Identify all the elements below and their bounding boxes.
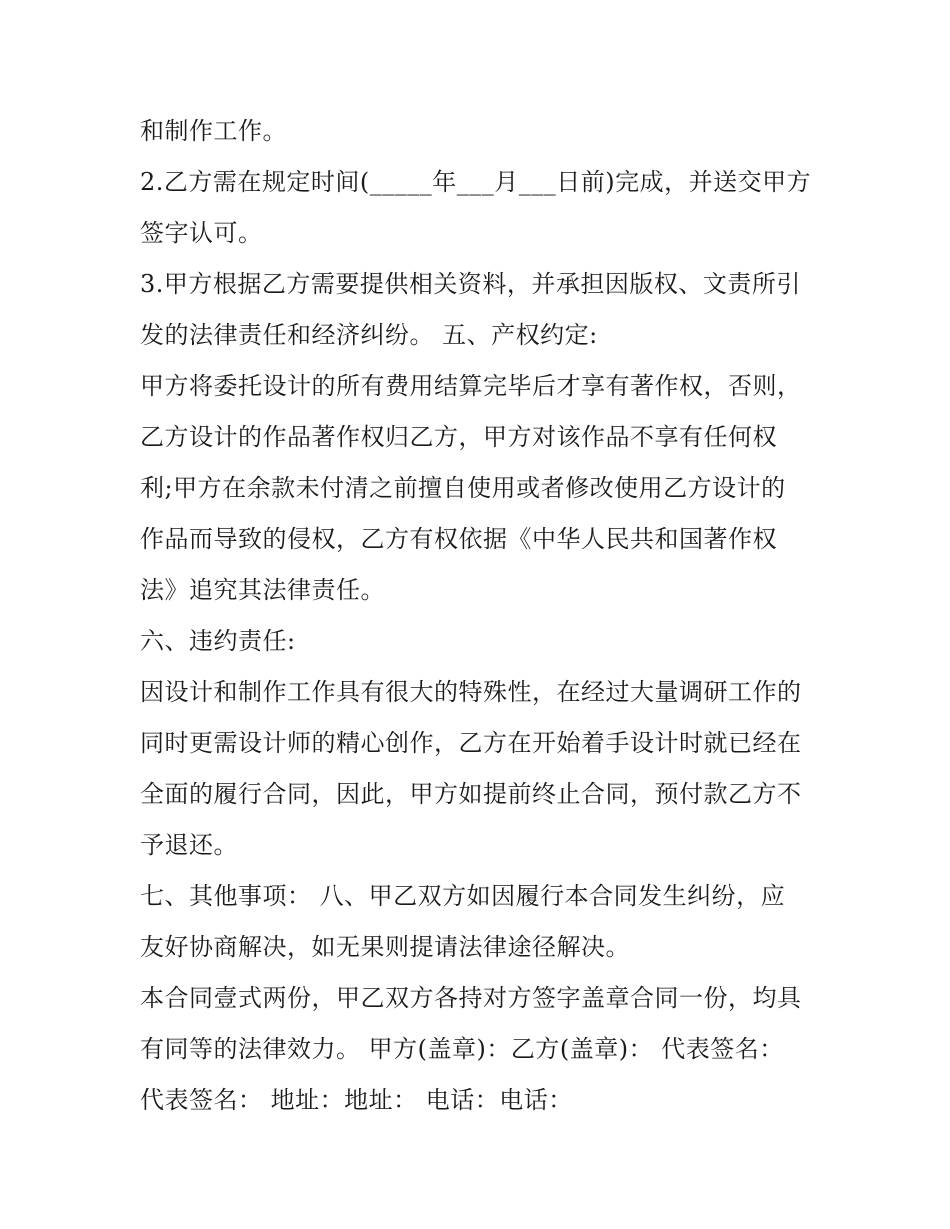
text-line: 七、其他事项： 八、甲乙双方如因履行本合同发生纠纷，应 (140, 882, 786, 910)
text-line: 甲方将委托设计的所有费用结算完毕后才享有著作权，否则， (140, 372, 802, 400)
text-line: 全面的履行合同，因此，甲方如提前终止合同，预付款乙方不 (140, 780, 802, 808)
text-line: 乙方设计的作品著作权归乙方，甲方对该作品不享有任何权 (140, 423, 777, 451)
text-line: 作品而导致的侵权，乙方有权依据《中华人民共和国著作权 (140, 525, 777, 553)
text-line: 本合同壹式两份，甲乙双方各持对方签字盖章合同一份，均具 (140, 984, 802, 1012)
text-line: 因设计和制作工作具有很大的特殊性，在经过大量调研工作的 (140, 678, 802, 706)
text-line: 友好协商解决，如无果则提请法律途径解决。 (140, 933, 630, 961)
signature-line: 有同等的法律效力。 甲方(盖章)：乙方(盖章)： 代表签名： (140, 1035, 784, 1063)
text-line: 3.甲方根据乙方需要提供相关资料，并承担因版权、文责所引 (140, 270, 801, 298)
text-line: 同时更需设计师的精心创作，乙方在开始着手设计时就已经在 (140, 729, 802, 757)
text-line: 2.乙方需在规定时间(_____年___月___日前)完成，并送交甲方 (140, 168, 812, 196)
section-heading: 六、违约责任: (140, 627, 296, 655)
contract-text (140, 106, 820, 1126)
text-line: 利;甲方在余款未付清之前擅自使用或者修改使用乙方设计的 (140, 474, 786, 502)
text-line: 签字认可。 (140, 219, 263, 247)
signature-line: 代表签名： 地址：地址： 电话：电话： (140, 1086, 573, 1114)
text-line: 法》追究其法律责任。 (140, 576, 385, 604)
text-line: 和制作工作。 (140, 117, 287, 145)
text-line: 发的法律责任和经济纠纷。 五、产权约定: (140, 321, 598, 349)
text-line: 予退还。 (140, 831, 238, 859)
